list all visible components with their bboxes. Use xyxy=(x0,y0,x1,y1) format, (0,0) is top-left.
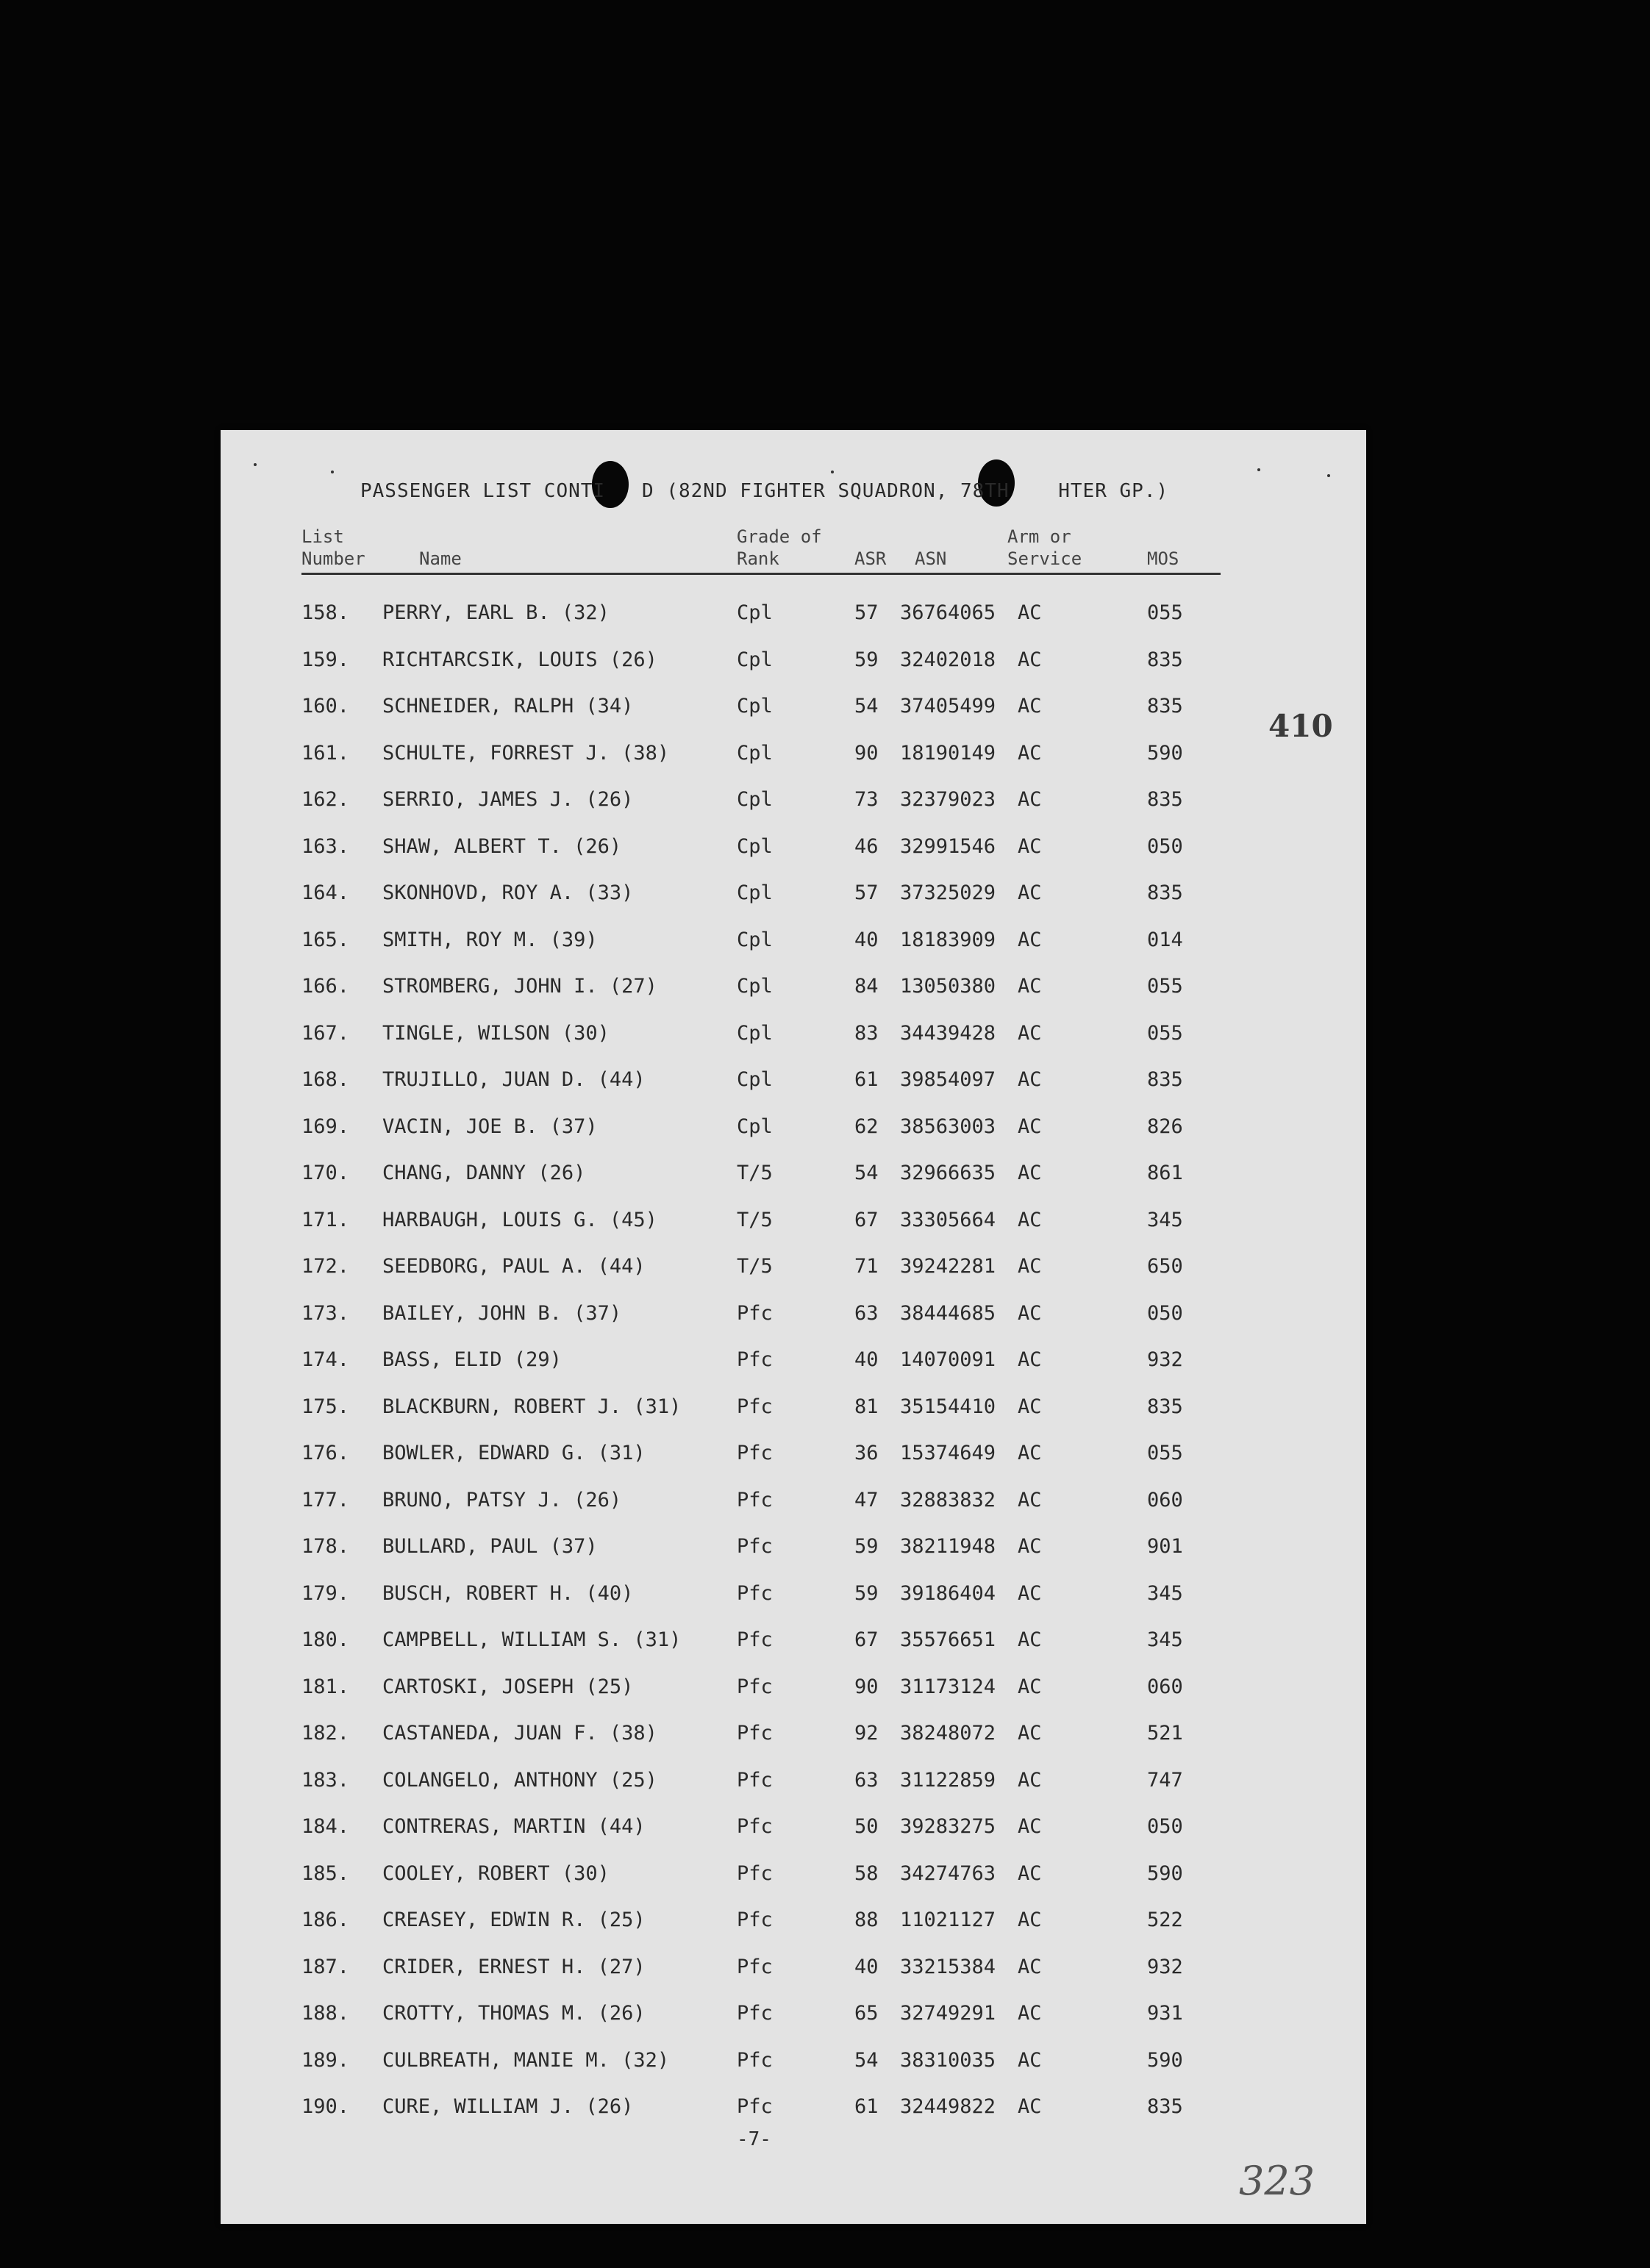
table-row xyxy=(221,1996,1366,2043)
table-row xyxy=(221,1809,1366,1856)
list-number: 163. xyxy=(301,834,350,858)
asr: 40 xyxy=(854,1955,879,1978)
list-number: 165. xyxy=(301,928,350,951)
asr: 40 xyxy=(854,1348,879,1371)
grade: Cpl xyxy=(737,928,773,951)
paper-mark xyxy=(331,471,334,473)
list-number: 164. xyxy=(301,881,350,904)
list-number: 187. xyxy=(301,1955,350,1978)
mos: 932 xyxy=(1147,1955,1183,1978)
header-mos: MOS xyxy=(1147,548,1179,569)
asr: 90 xyxy=(854,1675,879,1698)
header-asn: ASN xyxy=(915,548,947,569)
grade: Cpl xyxy=(737,1021,773,1045)
arm-of-service: AC xyxy=(1018,834,1042,858)
passenger-name: TINGLE, WILSON (30) xyxy=(382,1021,610,1045)
list-number: 162. xyxy=(301,788,350,811)
table-row xyxy=(221,643,1366,690)
table-row xyxy=(221,1670,1366,1717)
mos: 835 xyxy=(1147,648,1183,671)
passenger-name: SERRIO, JAMES J. (26) xyxy=(382,788,634,811)
asr: 40 xyxy=(854,928,879,951)
asr: 61 xyxy=(854,2095,879,2118)
passenger-list xyxy=(221,595,1366,2136)
passenger-name: SCHULTE, FORREST J. (38) xyxy=(382,741,670,765)
asn: 18183909 xyxy=(900,928,996,951)
mos: 060 xyxy=(1147,1675,1183,1698)
asn: 38211948 xyxy=(900,1535,996,1558)
passenger-name: CARTOSKI, JOSEPH (25) xyxy=(382,1675,634,1698)
asr: 88 xyxy=(854,1909,879,1931)
asr: 54 xyxy=(854,695,879,718)
mos: 590 xyxy=(1147,1861,1183,1885)
table-row xyxy=(221,1296,1366,1343)
arm-of-service: AC xyxy=(1018,2095,1042,2118)
asn: 32966635 xyxy=(900,1162,996,1184)
list-number: 178. xyxy=(301,1535,350,1558)
grade: Cpl xyxy=(737,881,773,904)
asn: 35576651 xyxy=(900,1628,996,1651)
arm-of-service: AC xyxy=(1018,1768,1042,1792)
arm-of-service: AC xyxy=(1018,1162,1042,1184)
grade: Cpl xyxy=(737,1068,773,1091)
asn: 39854097 xyxy=(900,1068,996,1091)
mos: 055 xyxy=(1147,1442,1183,1464)
asr: 62 xyxy=(854,1115,879,1138)
mos: 835 xyxy=(1147,1395,1183,1418)
header-rule xyxy=(301,573,1221,575)
asr: 54 xyxy=(854,2048,879,2072)
asr: 81 xyxy=(854,1395,879,1418)
list-number: 175. xyxy=(301,1395,350,1418)
mos: 861 xyxy=(1147,1162,1183,1184)
asr: 57 xyxy=(854,601,879,624)
grade: Pfc xyxy=(737,1815,773,1838)
asn: 39242281 xyxy=(900,1255,996,1278)
grade: Pfc xyxy=(737,2095,773,2118)
mos: 932 xyxy=(1147,1348,1183,1371)
mos: 055 xyxy=(1147,601,1183,624)
table-row xyxy=(221,782,1366,829)
list-number: 186. xyxy=(301,1909,350,1931)
asn: 32379023 xyxy=(900,788,996,811)
list-number: 170. xyxy=(301,1162,350,1184)
table-row xyxy=(221,969,1366,1016)
header-asr: ASR xyxy=(854,548,887,569)
document-page xyxy=(221,430,1366,2224)
table-row xyxy=(221,1623,1366,1670)
asn: 13050380 xyxy=(900,975,996,998)
grade: Cpl xyxy=(737,788,773,811)
grade: T/5 xyxy=(737,1208,773,1231)
table-row xyxy=(221,595,1366,643)
header-list-number: List Number xyxy=(301,526,365,569)
passenger-name: SKONHOVD, ROY A. (33) xyxy=(382,881,634,904)
table-row xyxy=(221,2089,1366,2136)
grade: Pfc xyxy=(737,1348,773,1371)
list-number: 159. xyxy=(301,648,350,671)
asn: 36764065 xyxy=(900,601,996,624)
grade: Pfc xyxy=(737,1722,773,1745)
asn: 32402018 xyxy=(900,648,996,671)
arm-of-service: AC xyxy=(1018,1535,1042,1558)
mos: 055 xyxy=(1147,975,1183,998)
list-number: 173. xyxy=(301,1301,350,1325)
grade: Pfc xyxy=(737,1861,773,1885)
asn: 32749291 xyxy=(900,2002,996,2025)
asn: 18190149 xyxy=(900,741,996,765)
asn: 11021127 xyxy=(900,1909,996,1931)
passenger-name: CAMPBELL, WILLIAM S. (31) xyxy=(382,1628,682,1651)
mos: 345 xyxy=(1147,1581,1183,1605)
passenger-name: BULLARD, PAUL (37) xyxy=(382,1535,598,1558)
passenger-name: STROMBERG, JOHN I. (27) xyxy=(382,975,657,998)
grade: Pfc xyxy=(737,1628,773,1651)
header-grade: Grade of Rank xyxy=(737,526,822,569)
arm-of-service: AC xyxy=(1018,788,1042,811)
passenger-name: RICHTARCSIK, LOUIS (26) xyxy=(382,648,657,671)
header-name: Name xyxy=(419,548,462,569)
passenger-name: BLACKBURN, ROBERT J. (31) xyxy=(382,1395,682,1418)
table-row xyxy=(221,1156,1366,1203)
asn: 39186404 xyxy=(900,1581,996,1605)
asr: 90 xyxy=(854,741,879,765)
grade: Cpl xyxy=(737,695,773,718)
passenger-name: SEEDBORG, PAUL A. (44) xyxy=(382,1255,646,1278)
asn: 38563003 xyxy=(900,1115,996,1138)
list-number: 161. xyxy=(301,741,350,765)
table-row xyxy=(221,923,1366,970)
list-number: 160. xyxy=(301,695,350,718)
arm-of-service: AC xyxy=(1018,1675,1042,1698)
asr: 63 xyxy=(854,1301,879,1325)
asn: 35154410 xyxy=(900,1395,996,1418)
arm-of-service: AC xyxy=(1018,1395,1042,1418)
passenger-name: PERRY, EARL B. (32) xyxy=(382,601,610,624)
list-number: 183. xyxy=(301,1768,350,1792)
asr: 36 xyxy=(854,1442,879,1464)
grade: Pfc xyxy=(737,2002,773,2025)
asn: 32883832 xyxy=(900,1488,996,1512)
arm-of-service: AC xyxy=(1018,601,1042,624)
passenger-name: BASS, ELID (29) xyxy=(382,1348,562,1371)
asr: 59 xyxy=(854,1535,879,1558)
mos: 901 xyxy=(1147,1535,1183,1558)
passenger-name: CASTANEDA, JUAN F. (38) xyxy=(382,1722,657,1745)
asr: 54 xyxy=(854,1162,879,1184)
passenger-name: COOLEY, ROBERT (30) xyxy=(382,1861,610,1885)
grade: Cpl xyxy=(737,1115,773,1138)
list-number: 172. xyxy=(301,1255,350,1278)
arm-of-service: AC xyxy=(1018,2048,1042,2072)
paper-mark xyxy=(254,463,257,466)
table-row xyxy=(221,1529,1366,1576)
asr: 46 xyxy=(854,834,879,858)
page-number: -7- xyxy=(737,2128,771,2150)
arm-of-service: AC xyxy=(1018,1348,1042,1371)
passenger-name: VACIN, JOE B. (37) xyxy=(382,1115,598,1138)
asn: 34439428 xyxy=(900,1021,996,1045)
asn: 32991546 xyxy=(900,834,996,858)
table-row xyxy=(221,1950,1366,1997)
arm-of-service: AC xyxy=(1018,1581,1042,1605)
asr: 67 xyxy=(854,1208,879,1231)
paper-mark xyxy=(1257,468,1260,471)
arm-of-service: AC xyxy=(1018,1068,1042,1091)
passenger-name: BOWLER, EDWARD G. (31) xyxy=(382,1442,646,1464)
list-number: 174. xyxy=(301,1348,350,1371)
mos: 055 xyxy=(1147,1021,1183,1045)
asn: 37405499 xyxy=(900,695,996,718)
arm-of-service: AC xyxy=(1018,1815,1042,1838)
mos: 835 xyxy=(1147,881,1183,904)
arm-of-service: AC xyxy=(1018,1722,1042,1745)
grade: Cpl xyxy=(737,601,773,624)
mos: 747 xyxy=(1147,1768,1183,1792)
table-row xyxy=(221,829,1366,876)
document-title: PASSENGER LIST CONTI D (82ND FIGHTER SQUADRON, 78TH HTER GP.) xyxy=(360,480,1169,502)
asr: 57 xyxy=(854,881,879,904)
table-row xyxy=(221,2043,1366,2090)
asn: 14070091 xyxy=(900,1348,996,1371)
mos: 060 xyxy=(1147,1488,1183,1512)
list-number: 158. xyxy=(301,601,350,624)
mos: 835 xyxy=(1147,2095,1183,2118)
asr: 63 xyxy=(854,1768,879,1792)
arm-of-service: AC xyxy=(1018,1255,1042,1278)
passenger-name: SCHNEIDER, RALPH (34) xyxy=(382,695,634,718)
mos: 345 xyxy=(1147,1208,1183,1231)
grade: Pfc xyxy=(737,1535,773,1558)
grade: Pfc xyxy=(737,1955,773,1978)
list-number: 182. xyxy=(301,1722,350,1745)
asn: 33305664 xyxy=(900,1208,996,1231)
passenger-name: CREASEY, EDWIN R. (25) xyxy=(382,1909,646,1931)
grade: Pfc xyxy=(737,1581,773,1605)
stamp-number: 410 xyxy=(1268,708,1333,744)
arm-of-service: AC xyxy=(1018,1442,1042,1464)
grade: Pfc xyxy=(737,2048,773,2072)
table-row xyxy=(221,1109,1366,1156)
grade: Pfc xyxy=(737,1768,773,1792)
arm-of-service: AC xyxy=(1018,741,1042,765)
table-row xyxy=(221,689,1366,736)
grade: T/5 xyxy=(737,1162,773,1184)
arm-of-service: AC xyxy=(1018,1208,1042,1231)
passenger-name: CURE, WILLIAM J. (26) xyxy=(382,2095,634,2118)
arm-of-service: AC xyxy=(1018,695,1042,718)
header-arm: Arm or Service xyxy=(1007,526,1082,569)
table-row xyxy=(221,1249,1366,1296)
handwritten-number: 323 xyxy=(1239,2158,1315,2204)
arm-of-service: AC xyxy=(1018,648,1042,671)
asr: 83 xyxy=(854,1021,879,1045)
arm-of-service: AC xyxy=(1018,1955,1042,1978)
asr: 67 xyxy=(854,1628,879,1651)
table-row xyxy=(221,1763,1366,1810)
list-number: 176. xyxy=(301,1442,350,1464)
table-row xyxy=(221,1856,1366,1903)
passenger-name: BAILEY, JOHN B. (37) xyxy=(382,1301,622,1325)
mos: 931 xyxy=(1147,2002,1183,2025)
grade: Pfc xyxy=(737,1395,773,1418)
asr: 58 xyxy=(854,1861,879,1885)
passenger-name: COLANGELO, ANTHONY (25) xyxy=(382,1768,657,1792)
mos: 014 xyxy=(1147,928,1183,951)
arm-of-service: AC xyxy=(1018,1488,1042,1512)
list-number: 180. xyxy=(301,1628,350,1651)
arm-of-service: AC xyxy=(1018,1301,1042,1325)
list-number: 181. xyxy=(301,1675,350,1698)
list-number: 190. xyxy=(301,2095,350,2118)
grade: Pfc xyxy=(737,1909,773,1931)
asr: 61 xyxy=(854,1068,879,1091)
grade: Pfc xyxy=(737,1488,773,1512)
asr: 65 xyxy=(854,2002,879,2025)
grade: Cpl xyxy=(737,648,773,671)
asn: 15374649 xyxy=(900,1442,996,1464)
passenger-name: CROTTY, THOMAS M. (26) xyxy=(382,2002,646,2025)
arm-of-service: AC xyxy=(1018,1021,1042,1045)
asn: 39283275 xyxy=(900,1815,996,1838)
table-row xyxy=(221,1576,1366,1623)
list-number: 166. xyxy=(301,975,350,998)
mos: 835 xyxy=(1147,1068,1183,1091)
mos: 050 xyxy=(1147,1301,1183,1325)
table-row xyxy=(221,1062,1366,1109)
arm-of-service: AC xyxy=(1018,1628,1042,1651)
mos: 826 xyxy=(1147,1115,1183,1138)
passenger-name: TRUJILLO, JUAN D. (44) xyxy=(382,1068,646,1091)
mos: 590 xyxy=(1147,741,1183,765)
list-number: 168. xyxy=(301,1068,350,1091)
mos: 590 xyxy=(1147,2048,1183,2072)
passenger-name: HARBAUGH, LOUIS G. (45) xyxy=(382,1208,657,1231)
passenger-name: SHAW, ALBERT T. (26) xyxy=(382,834,622,858)
table-row xyxy=(221,1342,1366,1389)
arm-of-service: AC xyxy=(1018,1115,1042,1138)
grade: Cpl xyxy=(737,741,773,765)
passenger-name: CULBREATH, MANIE M. (32) xyxy=(382,2048,670,2072)
asn: 34274763 xyxy=(900,1861,996,1885)
asr: 71 xyxy=(854,1255,879,1278)
paper-mark xyxy=(831,471,834,473)
asn: 31173124 xyxy=(900,1675,996,1698)
asn: 37325029 xyxy=(900,881,996,904)
table-row xyxy=(221,876,1366,923)
mos: 521 xyxy=(1147,1722,1183,1745)
grade: Cpl xyxy=(737,975,773,998)
list-number: 184. xyxy=(301,1815,350,1838)
arm-of-service: AC xyxy=(1018,2002,1042,2025)
asr: 92 xyxy=(854,1722,879,1745)
passenger-name: CHANG, DANNY (26) xyxy=(382,1162,586,1184)
list-number: 171. xyxy=(301,1208,350,1231)
table-row xyxy=(221,1016,1366,1063)
list-number: 185. xyxy=(301,1861,350,1885)
list-number: 179. xyxy=(301,1581,350,1605)
list-number: 188. xyxy=(301,2002,350,2025)
list-number: 177. xyxy=(301,1488,350,1512)
asr: 59 xyxy=(854,648,879,671)
asr: 73 xyxy=(854,788,879,811)
arm-of-service: AC xyxy=(1018,1861,1042,1885)
asn: 31122859 xyxy=(900,1768,996,1792)
passenger-name: BRUNO, PATSY J. (26) xyxy=(382,1488,622,1512)
asn: 38310035 xyxy=(900,2048,996,2072)
grade: Cpl xyxy=(737,834,773,858)
passenger-name: CRIDER, ERNEST H. (27) xyxy=(382,1955,646,1978)
arm-of-service: AC xyxy=(1018,881,1042,904)
list-number: 167. xyxy=(301,1021,350,1045)
table-row xyxy=(221,1483,1366,1530)
asn: 38444685 xyxy=(900,1301,996,1325)
mos: 835 xyxy=(1147,695,1183,718)
mos: 050 xyxy=(1147,1815,1183,1838)
passenger-name: CONTRERAS, MARTIN (44) xyxy=(382,1815,646,1838)
asr: 84 xyxy=(854,975,879,998)
mos: 835 xyxy=(1147,788,1183,811)
mos: 522 xyxy=(1147,1909,1183,1931)
list-number: 169. xyxy=(301,1115,350,1138)
table-row xyxy=(221,736,1366,783)
passenger-name: SMITH, ROY M. (39) xyxy=(382,928,598,951)
table-row xyxy=(221,1903,1366,1950)
asr: 47 xyxy=(854,1488,879,1512)
asn: 33215384 xyxy=(900,1955,996,1978)
passenger-name: BUSCH, ROBERT H. (40) xyxy=(382,1581,634,1605)
table-row xyxy=(221,1203,1366,1250)
asr: 59 xyxy=(854,1581,879,1605)
list-number: 189. xyxy=(301,2048,350,2072)
table-row xyxy=(221,1716,1366,1763)
mos: 050 xyxy=(1147,834,1183,858)
paper-mark xyxy=(1327,474,1330,477)
arm-of-service: AC xyxy=(1018,1909,1042,1931)
arm-of-service: AC xyxy=(1018,975,1042,998)
arm-of-service: AC xyxy=(1018,928,1042,951)
grade: Pfc xyxy=(737,1675,773,1698)
mos: 650 xyxy=(1147,1255,1183,1278)
table-row xyxy=(221,1436,1366,1483)
asr: 50 xyxy=(854,1815,879,1838)
grade: T/5 xyxy=(737,1255,773,1278)
asn: 38248072 xyxy=(900,1722,996,1745)
grade: Pfc xyxy=(737,1442,773,1464)
grade: Pfc xyxy=(737,1301,773,1325)
table-row xyxy=(221,1389,1366,1437)
asn: 32449822 xyxy=(900,2095,996,2118)
mos: 345 xyxy=(1147,1628,1183,1651)
